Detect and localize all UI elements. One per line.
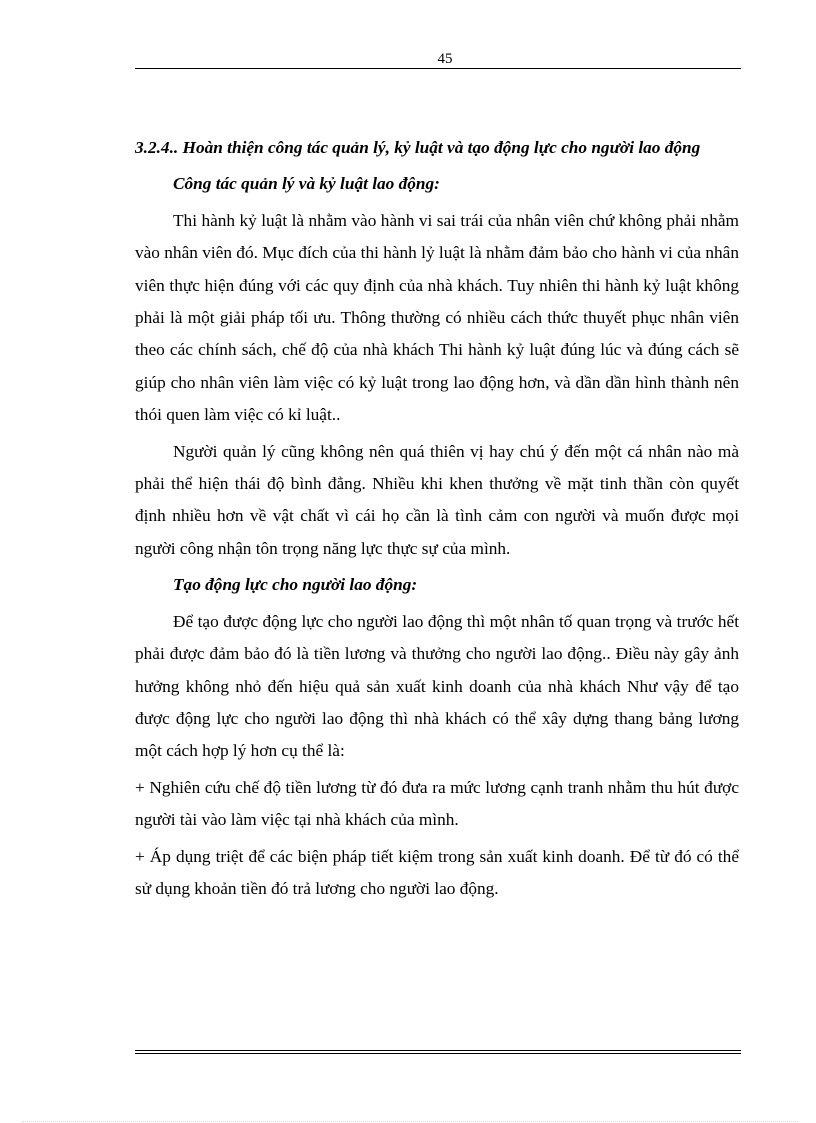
header-rule bbox=[135, 68, 741, 69]
paragraph-discipline-2: Người quản lý cũng không nên quá thiên vị hay chú ý đến một cá nhân nào mà phải thể hiện thái độ bình đẳng. Nhiều khi khen thưởng về mặt tinh thần còn quyết định nhiều hơn về vật chất vì cái họ cần là tình cảm con người và muốn được mọi người công nhận tôn trọng năng lực thực sự của mình. bbox=[135, 441, 739, 558]
page-number: 45 bbox=[437, 51, 453, 67]
subheading-motivation: Tạo động lực cho người lao động: bbox=[173, 575, 418, 595]
paragraph-discipline-1: Thi hành kỷ luật là nhằm vào hành vi sai trái của nhân viên chứ không phải nhằm vào nhân viên đó. Mục đích của thi hành lỷ luật là nhằm đảm bảo cho hành vi của nhân viên thực hiện đúng với các quy định của nhà khách. Tuy nhiên thi hành kỷ luật không phải là một giải pháp tối ưu. Thông thường có nhiều cách thức thuyết phục nhân viên theo các chính sách, chế độ của nhà khách Thi hành kỷ luật đúng lúc và đúng cách sẽ giúp cho nhân viên làm việc có kỷ luật trong lao động hơn, và dần dần hình thành nên thói quen làm việc có kỉ luật.. bbox=[135, 210, 739, 425]
page-content bbox=[135, 132, 739, 905]
bullet-item-cost-saving: + Áp dụng triệt để các biện pháp tiết kiệm trong sản xuất kinh doanh. Để từ đó có thể sử dụng khoản tiền đó trả lương cho người lao động. bbox=[135, 846, 739, 898]
section-title: 3.2.4.. Hoàn thiện công tác quản lý, kỷ luật và tạo động lực cho người lao động bbox=[135, 138, 701, 157]
bullet-item-salary-research: + Nghiên cứu chế độ tiền lương từ đó đưa ra mức lương cạnh tranh nhằm thu hút được người tài vào làm việc tại nhà khách của mình. bbox=[135, 777, 739, 830]
subheading-discipline: Công tác quản lý và kỷ luật lao động: bbox=[173, 174, 440, 194]
paragraph-motivation-1: Để tạo được động lực cho người lao động thì một nhân tố quan trọng và trước hết phải được đảm bảo đó là tiền lương và thưởng cho người lao động.. Điều này gây ảnh hưởng không nhỏ đến hiệu quả sản xuất kinh doanh của nhà khách Như vậy để tạo được động lực cho người lao động thì nhà khách có thể xây dựng thang bảng lương một cách hợp lý hơn cụ thể là: bbox=[135, 611, 739, 761]
page-bottom-edge bbox=[22, 1121, 798, 1122]
footer-double-rule bbox=[135, 1050, 741, 1054]
